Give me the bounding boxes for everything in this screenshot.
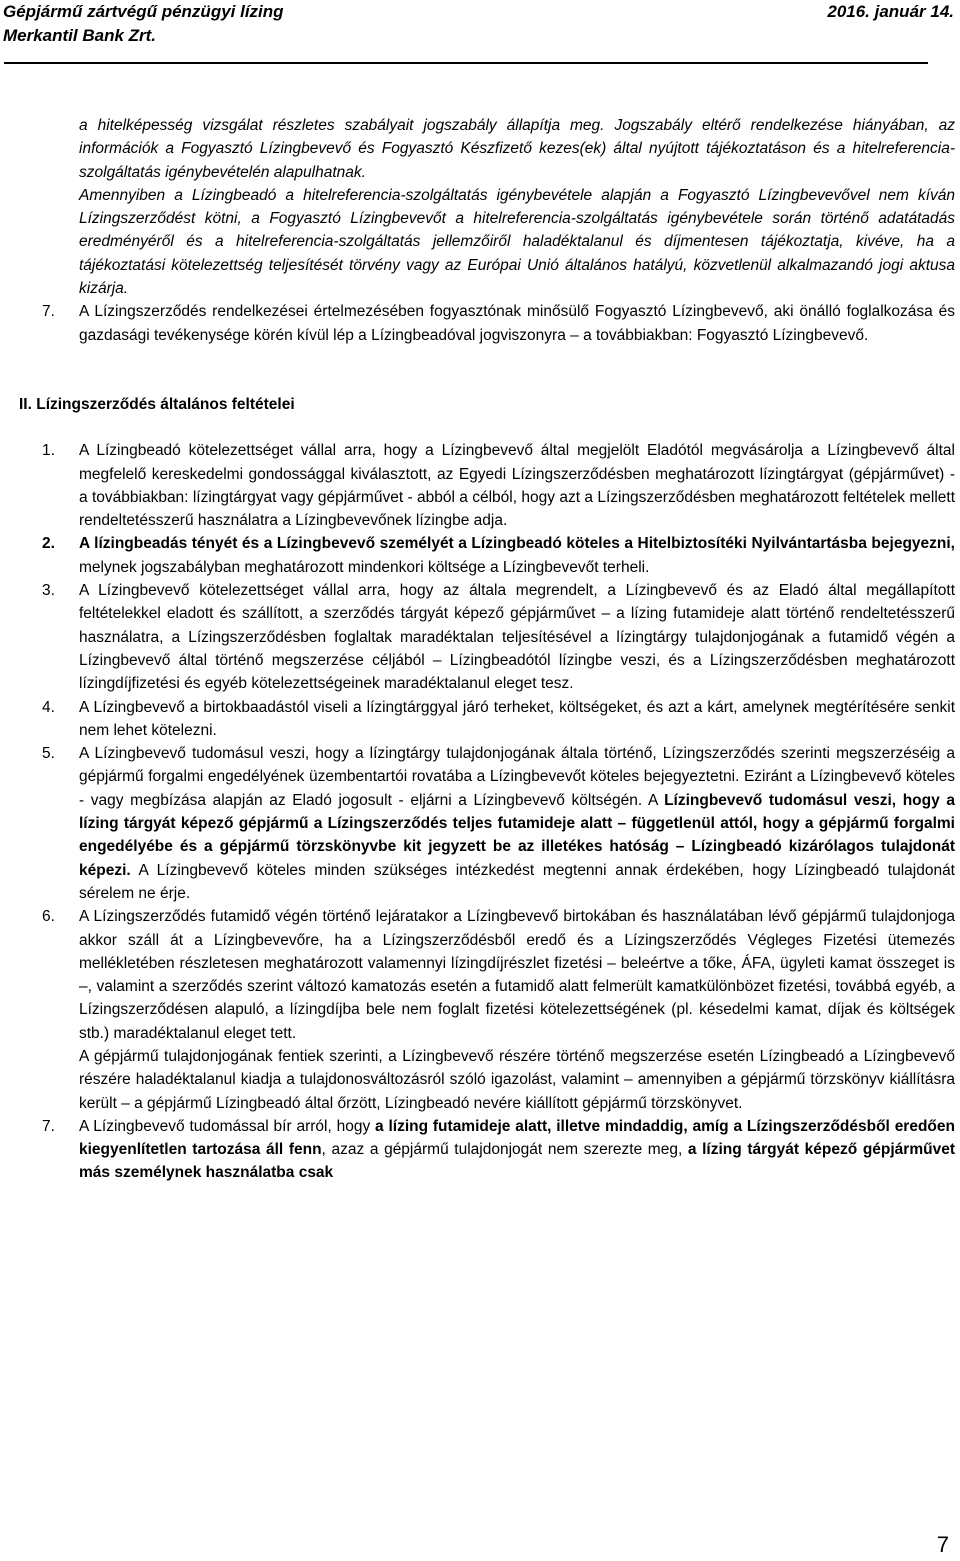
- item-number: 6.: [42, 908, 55, 926]
- document-date: 2016. január 14.: [827, 2, 954, 21]
- list-item-5: [42, 742, 955, 905]
- item-plain-text: A Lízingbevevő tudomással bír arról, hogy: [79, 1117, 376, 1135]
- item-plain-text: melynek jogszabályban meghatározott mindenkori költsége a Lízingbevevőt terheli.: [79, 558, 650, 576]
- item-text: A Lízingbevevő a birtokbaadástól viseli a lízingtárggyal járó terheket, költségeket, és azt a kárt, amelynek megtérítésére senkit nem lehet kötelezni.: [79, 698, 955, 739]
- item-number: 1.: [42, 442, 55, 460]
- item-number: 7.: [42, 1117, 55, 1135]
- item-text: A Lízingszerződés futamidő végén történő lejáratakor a Lízingbevevő birtokában és használatában lévő gépjármű tulajdonjoga akkor száll át a Lízingbevevőre, ha a Lízingszerződésből eredő és a Lízingszerződés Végleges Fizetési ütemezés mellékletében részletesen meghatározott valamennyi lízingdíjrészlet fizetési – beleértve a tőke, ÁFA, ügyleti kamat összeget is –, valamint a szerződés szerint változó kamatozás esetén a futamidő alatt felmerült kamatkülönbözet fizetési, továbbá egyéb, a Lízingszerződésen alapuló, a lízingdíjba bele nem foglalt fizetési kötelezettségének (pl. késedelmi kamat, díjak és költségek stb.) maradéktalanul eleget tett.: [79, 908, 955, 1042]
- item-bold-text: a lízing futamideje alatt, illetve mindaddig, amíg a Lízingszerződésből eredően kiegyenlítetlen tartozása áll fenn: [79, 1117, 955, 1159]
- section-heading: II. Lízingszerződés általános feltételei: [19, 395, 295, 413]
- list-item-6: [42, 905, 955, 1115]
- list-item-4: [42, 696, 955, 743]
- item-text: [79, 532, 955, 579]
- item-number: 7.: [42, 303, 55, 321]
- item-text-continued: A gépjármű tulajdonjogának fentiek szerinti, a Lízingbevevő részére történő megszerzése esetén Lízingbeadó a Lízingbevevő részére haladéktalanul kiadja a tulajdonosváltozásról szóló igazolást, valamint – amennyiben a gépjármű törzskönyv kiállításra került – a gépjármű Lízingbeadó által őrzött, Lízingbeadó nevére kiállított gépjármű törzskönyvet.: [79, 1047, 955, 1112]
- list-item-7: [42, 1115, 955, 1185]
- document-title: Gépjármű zártvégű pénzügyi lízing: [3, 2, 284, 21]
- document-body: [19, 114, 955, 1185]
- item-number: 3.: [42, 582, 55, 600]
- item-text: A Lízingbeadó kötelezettséget vállal arra, hogy a Lízingbevevő által megjelölt Eladótól megvásárolja a Lízingbevevő által megfelelő kereskedelmi gondossággal kiválasztott, az Egyedi Lízingszerződésben meghatározott lízingtárgyat (gépjárművet) - a továbbiakban: lízingtárgyat vagy gépjárművet - abból a célból, hogy azt a Lízingszerződésben meghatározott feltételek mellett rendeltetésszerű használatra a Lízingbevevőnek lízingbe adja.: [79, 442, 955, 530]
- item-number: 4.: [42, 698, 55, 716]
- item-plain-text: , azaz a gépjármű tulajdonjogát nem szerezte meg,: [321, 1141, 688, 1159]
- list-item-3: [42, 579, 955, 695]
- item-plain-text: A Lízingbevevő tudomásul veszi, hogy a lízingtárgy tulajdonjogának általa történő, Lízingszerződés szerinti megszerzéséig a gépjármű forgalmi engedélyének üzembentartói rovatába a Lízingbevevőt köteles bejegyeztetni. Eziránt a Lízingbevevő köteles - vagy megbízása alapján az Eladó jogosult - eljárni a Lízingbevevő költségén. A: [79, 745, 955, 809]
- item-text: [79, 1115, 955, 1185]
- item-number: 2.: [42, 535, 55, 553]
- item-text: A Lízingbevevő kötelezettséget vállal arra, hogy az általa megrendelt, a Lízingbevevő és az Eladó által megállapított feltételekkel eladott és szállított, a szerződés tárgyát képező gépjárművet – a lízing futamideje alatt történő rendeltetésszerű használatra, a Lízingszerződésben foglaltak maradéktalan teljesítésével a lízingtárgy tulajdonjogának a futamidő végén a Lízingbevevő által történő megszerzése céljából – Lízingbeadótól lízingbe veszi, és a Lízingszerződésben meghatározott lízingdíjfizetési és egyéb kötelezettségeinek maradéktalanul eleget tesz.: [79, 582, 955, 693]
- intro-paragraph-1: a hitelképesség vizsgálat részletes szabályait jogszabály állapítja meg. Jogszabály eltérő rendelkezése hiányában, az információk a Fogyasztó Lízingbevevő és Fogyasztó Készfizető kezes(ek) által nyújtott tájékoztatáson és a hitelreferencia-szolgáltatás igénybevételén alapulhatnak.: [79, 117, 955, 181]
- header-rule: [4, 62, 928, 64]
- list-item-1: [42, 439, 955, 532]
- item-plain-text: A Lízingbevevő köteles minden szükséges intézkedést megtenni annak érdekében, hogy Lízingbeadó tulajdonát sérelem ne érje.: [79, 861, 955, 902]
- item-bold-text: a lízing tárgyát képező gépjárművet más személynek használatba csak: [79, 1141, 955, 1182]
- company-name: Merkantil Bank Zrt.: [3, 26, 157, 45]
- item-bold-text: Lízingbevevő tudomásul veszi, hogy a lízing tárgyát képező gépjármű a Lízingszerződés teljes futamideje alatt – függetlenül attól, hogy a gépjármű forgalmi engedélyébe és a gépjármű törzskönyvbe kit jegyzett be az illetékes hatóság – Lízingbeadó kizárólagos tulajdonát képezi.: [79, 791, 955, 879]
- page-number: 7: [936, 1532, 949, 1557]
- item-bold-text: A lízingbeadás tényét és a Lízingbevevő személyét a Lízingbeadó köteles a Hitelbiztosítéki Nyilvántartásba bejegyezni,: [79, 535, 955, 553]
- item-text: A Lízingszerződés rendelkezései értelmezésében fogyasztónak minősülő Fogyasztó Lízingbevevő, aki önálló foglalkozása és gazdasági tevékenysége körén kívül lép a Lízingbeadóval jogviszonyra – a továbbiakban: Fogyasztó Lízingbevevő.: [79, 303, 955, 344]
- intro-paragraph-2: Amennyiben a Lízingbeadó a hitelreferencia-szolgáltatás igénybevétele alapján a Fogyasztó Lízingbevevővel nem kíván Lízingszerződést kötni, a Fogyasztó Lízingbevevőt a hitelreferencia-szolgáltatás igénybevétele során történő adatátadás eredményéről és a hitelreferencia-szolgáltatás jellemzőiről haladéktalanul és díjmentesen tájékoztatja, kivéve, ha a tájékoztatási kötelezettség teljesítését törvény vagy az Európai Unió általános hatályú, közvetlenül alkalmazandó jogi aktusa kizárja.: [79, 186, 955, 298]
- item-text: [79, 742, 955, 905]
- item-number: 5.: [42, 745, 55, 763]
- list-item-7-consumer: [42, 300, 955, 347]
- list-item-2: [42, 532, 955, 579]
